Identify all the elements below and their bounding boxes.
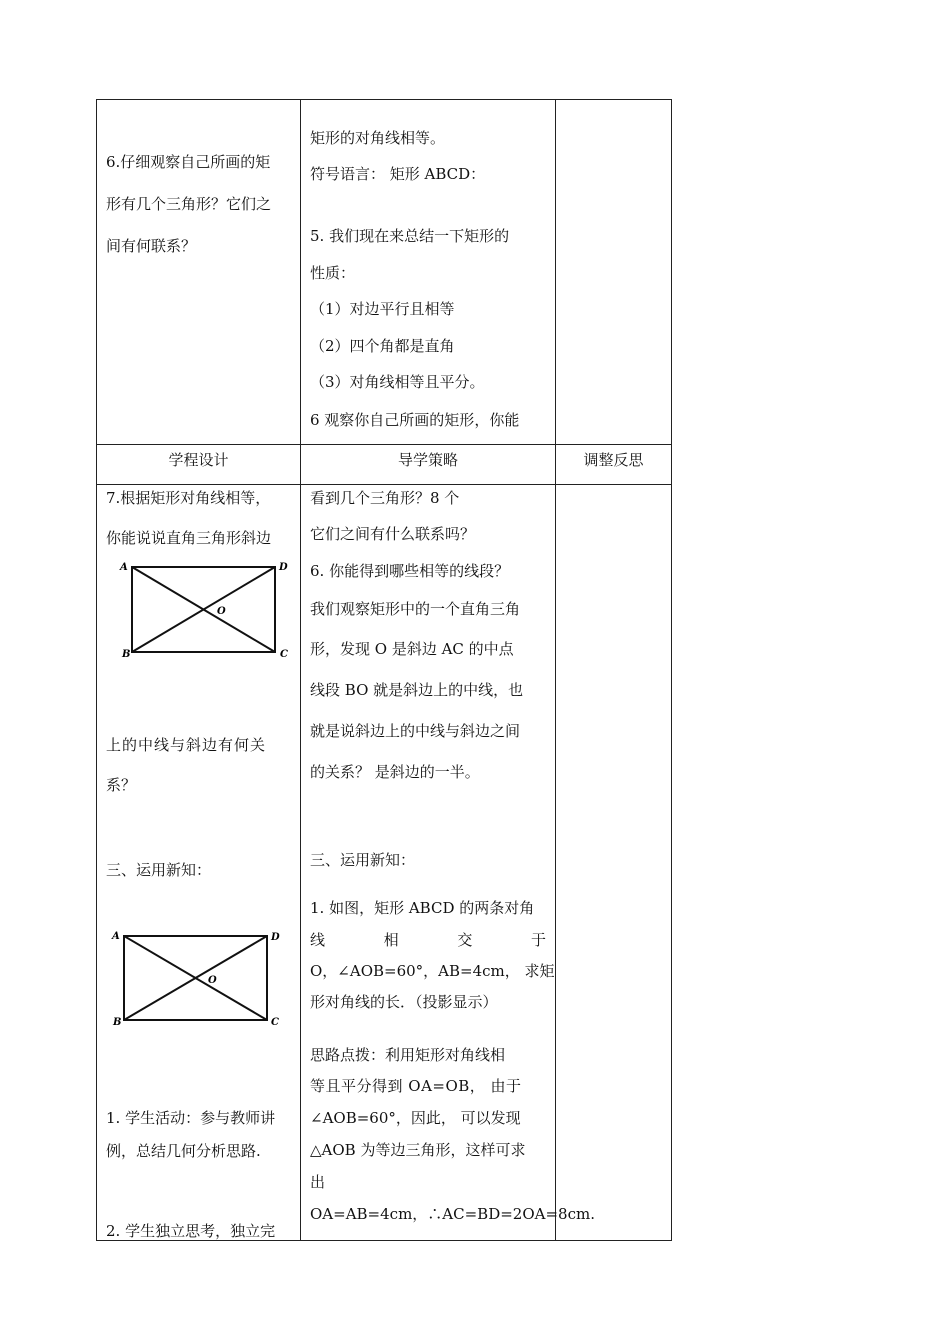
property-1: （1）对边平行且相等 xyxy=(310,300,455,318)
strategy-diagonals-equal: 矩形的对角线相等。 xyxy=(310,129,446,147)
triangles-count: 看到几个三角形？8 个 xyxy=(310,489,460,507)
header-reflection: 调整反思 xyxy=(583,451,644,469)
label-c: C xyxy=(280,649,288,660)
equal-segments-question: 6. 你能得到哪些相等的线段？ xyxy=(310,562,510,580)
question-7-line4: 系？ xyxy=(106,776,137,794)
question-7-line2: 你能说说直角三角形斜边 xyxy=(106,529,272,547)
label-b: B xyxy=(122,649,131,660)
example-1-line3: O，∠AOB=60°，AB=4cm， 求矩 xyxy=(310,962,555,980)
right-triangle-line4: 就是说斜边上的中线与斜边之间 xyxy=(310,722,521,740)
example-1-word1: 线 xyxy=(310,931,326,949)
strategy-summary-line2: 性质： xyxy=(310,264,356,282)
strategy-summary-line1: 5. 我们现在来总结一下矩形的 xyxy=(310,227,510,245)
rectangle-diagram-2 xyxy=(104,926,288,1030)
hint-line5: 出 xyxy=(310,1173,326,1191)
property-2: （2）四个角都是直角 xyxy=(310,337,455,355)
hint-line4: △AOB 为等边三角形，这样可求 xyxy=(310,1141,526,1159)
right-triangle-line2: 形，发现 O 是斜边 AC 的中点 xyxy=(310,640,514,658)
label-a: A xyxy=(120,562,128,573)
question-6-line3: 间有何联系？ xyxy=(106,237,197,255)
label-c: C xyxy=(271,1017,279,1028)
label-a: A xyxy=(112,931,120,942)
example-1-line1: 1. 如图，矩形 ABCD 的两条对角 xyxy=(310,899,535,917)
hint-line3: ∠AOB=60°，因此， 可以发现 xyxy=(310,1109,521,1127)
example-1-line2 xyxy=(310,929,546,950)
section-3-middle: 三、运用新知： xyxy=(310,851,416,869)
question-7-line3: 上的中线与斜边有何关 xyxy=(106,736,267,754)
hint-line6: OA=AB=4cm，∴AC=BD=2OA=8cm. xyxy=(310,1205,595,1223)
triangles-relation: 它们之间有什么联系吗？ xyxy=(310,525,476,543)
example-1-word3: 交 xyxy=(457,931,473,949)
top-left-cell xyxy=(96,99,301,445)
property-3: （3）对角线相等且平分。 xyxy=(310,373,485,391)
bottom-right-cell xyxy=(555,484,672,1241)
header-design: 学程设计 xyxy=(168,451,229,469)
label-b: B xyxy=(113,1017,122,1028)
hint-line2: 等且平分得到 OA=OB， 由于 xyxy=(310,1077,522,1095)
section-3-left: 三、运用新知： xyxy=(106,861,212,879)
activity-1-line2: 例，总结几何分析思路. xyxy=(106,1142,261,1160)
example-1-word4: 于 xyxy=(530,931,546,949)
top-right-cell xyxy=(555,99,672,445)
strategy-observe: 6 观察你自己所画的矩形，你能 xyxy=(310,411,520,429)
label-d: D xyxy=(279,562,288,573)
question-6-line1: 6.仔细观察自己所画的矩 xyxy=(106,153,271,171)
label-d: D xyxy=(271,932,280,943)
question-7-line1: 7.根据矩形对角线相等， xyxy=(106,489,271,507)
right-triangle-line3: 线段 BO 就是斜边上的中线，也 xyxy=(310,681,524,699)
header-strategy: 导学策略 xyxy=(397,451,458,469)
example-1-line4: 形对角线的长．（投影显示） xyxy=(310,993,498,1011)
activity-1-line1: 1. 学生活动：参与教师讲 xyxy=(106,1109,276,1127)
label-o: O xyxy=(208,975,217,986)
example-1-word2: 相 xyxy=(383,931,399,949)
hint-line1: 思路点拨：利用矩形对角线相 xyxy=(310,1046,506,1064)
activity-2-line1: 2. 学生独立思考，独立完 xyxy=(106,1222,276,1240)
question-6-line2: 形有几个三角形？它们之 xyxy=(106,195,272,213)
right-triangle-line1: 我们观察矩形中的一个直角三角 xyxy=(310,600,521,618)
label-o: O xyxy=(217,606,226,617)
rectangle-diagram-1 xyxy=(112,558,292,662)
strategy-symbol-language: 符号语言： 矩形 ABCD： xyxy=(310,165,486,183)
right-triangle-line5: 的关系？ 是斜边的一半。 xyxy=(310,763,480,781)
